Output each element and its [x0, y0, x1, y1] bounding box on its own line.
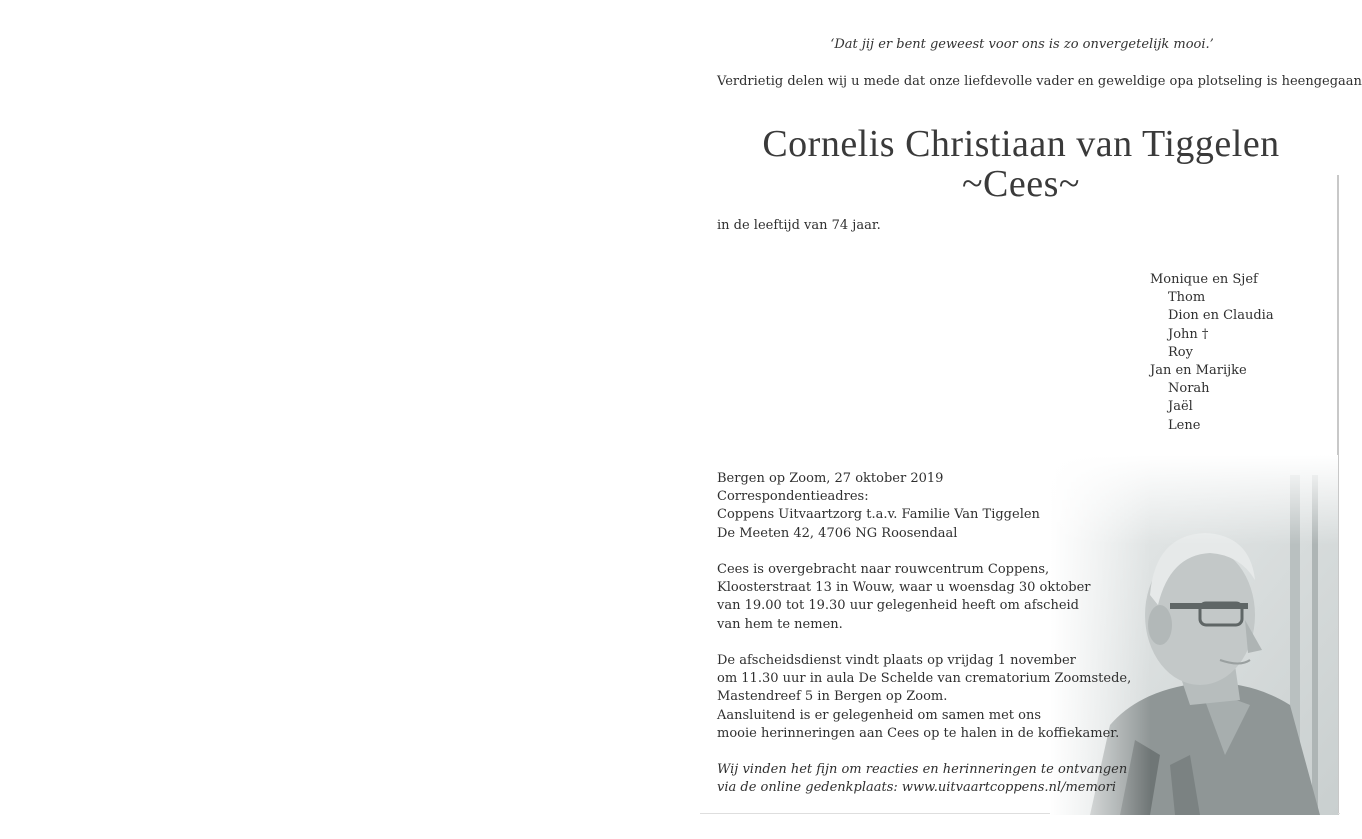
- age-line: in de leeftijd van 74 jaar.: [717, 218, 881, 233]
- details-block: [717, 470, 1131, 798]
- family-member: Jan en Marijke: [1150, 363, 1247, 379]
- viewing-line: van 19.00 tot 19.30 uur gelegenheid heeft om afscheid: [717, 598, 1080, 614]
- closing-line: via de online gedenkplaats: www.uitvaartcoppens.nl/memori: [717, 780, 1117, 796]
- viewing-line: Cees is overgebracht naar rouwcentrum Coppens,: [717, 562, 1050, 577]
- service-line: De afscheidsdienst vindt plaats op vrijdag 1 november: [717, 653, 1076, 668]
- address-line: Coppens Uitvaartzorg t.a.v. Familie Van Tiggelen: [717, 507, 1040, 523]
- family-member: Lene: [1168, 417, 1201, 433]
- deceased-nickname: ~Cees~: [962, 163, 1080, 205]
- announcement-intro: Verdrietig delen wij u mede dat onze liefdevolle vader en geweldige opa plotseling is heengegaan: [717, 74, 1362, 89]
- viewing-line: Kloosterstraat 13 in Wouw, waar u woensdag 30 oktober: [717, 580, 1091, 596]
- family-member: Monique en Sjef: [1150, 272, 1258, 287]
- service-line: mooie herinneringen aan Cees op te halen in de koffiekamer.: [717, 725, 1120, 741]
- family-list: [1150, 271, 1274, 435]
- family-member: Roy: [1168, 344, 1193, 360]
- service-line: Aansluitend is er gelegenheid om samen met ons: [717, 707, 1042, 723]
- family-member: Norah: [1168, 381, 1210, 397]
- service-line: Mastendreef 5 in Bergen op Zoom.: [717, 689, 948, 705]
- deceased-name-block: [717, 124, 1325, 204]
- viewing-line: van hem te nemen.: [717, 616, 843, 632]
- correspondence-label: Correspondentieadres:: [717, 489, 869, 505]
- address-line: De Meeten 42, 4706 NG Roosendaal: [717, 525, 958, 541]
- family-member: Jaël: [1168, 399, 1193, 415]
- service-line: om 11.30 uur in aula De Schelde van crematorium Zoomstede,: [717, 671, 1132, 687]
- deceased-full-name: Cornelis Christiaan van Tiggelen: [762, 123, 1280, 165]
- family-member: Dion en Claudia: [1168, 308, 1274, 324]
- family-member: John †: [1168, 326, 1209, 342]
- closing-line: Wij vinden het fijn om reacties en herinneringen te ontvangen: [717, 762, 1128, 778]
- opening-quote: ‘Dat jij er bent geweest voor ons is zo onvergetelijk mooi.’: [830, 37, 1214, 52]
- place-date: Bergen op Zoom, 27 oktober 2019: [717, 471, 944, 486]
- family-member: Thom: [1168, 290, 1206, 306]
